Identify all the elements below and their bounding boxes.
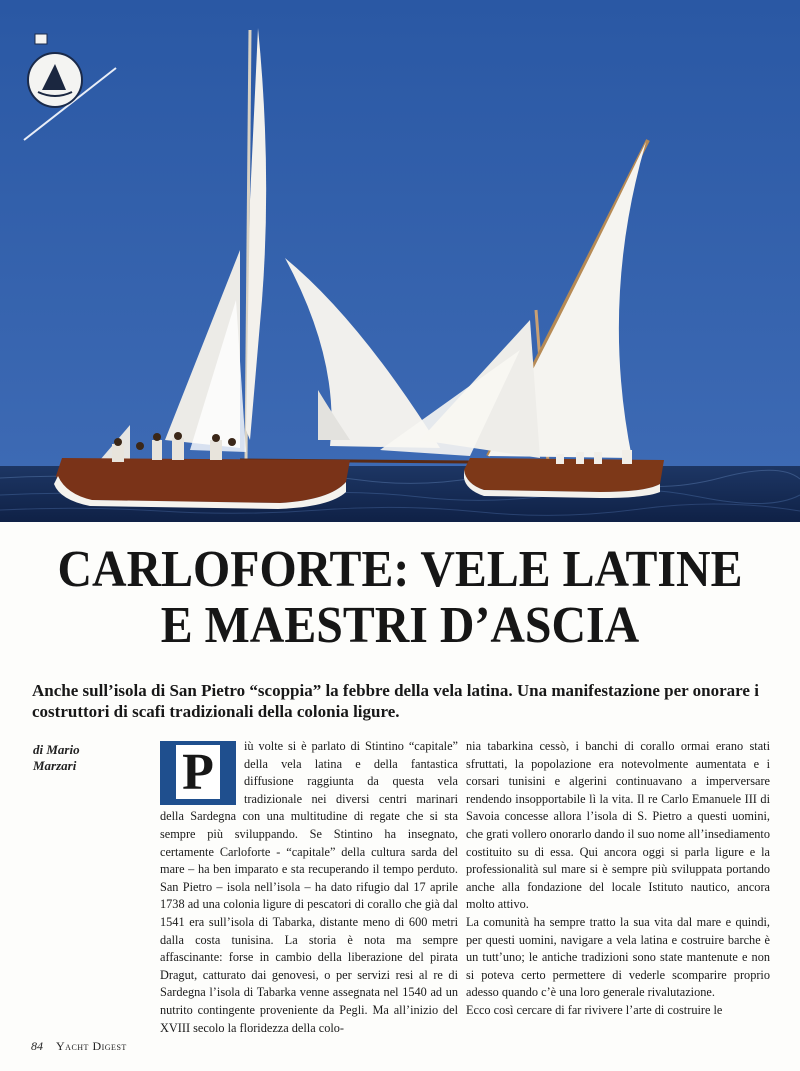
article-column-2	[466, 738, 770, 1020]
column-2-paragraph-3: Ecco così cercare di far rivivere l’arte di costruire le	[466, 1002, 723, 1017]
headline-line-1: CARLOFORTE: VELE LATINE	[57, 541, 743, 598]
column-1-text: iù volte si è parlato di Stintino “capitale” della vela latina e della fantastica diffusione raggiunta da questa vela tradizionale nei diversi centri marinari della Sardegna con una multitudine di regate che si sta sempre più sviluppando. Se Stintino ha insegnato, certamente Carloforte - “capitale” della cultura sarda del mare – ha ben imparato e sta recuperando il tempo perduto. San Pietro – isola nell’isola – ha dato rifugio dal 17 aprile 1738 ad una colonia ligure di pescatori di corallo che già dal 1541 era sull’isola di Tabarka, distante meno di 600 metri dalla costa tunisina. La storia è nota ma sempre affascinante: forse in cambio della liberazione del pirata Dragut, catturato dai genovesi, o per servizi resi al re di Sardegna l’isola di Tabarka venne assegnata nel 1540 ad un nutrito contingente proveniente da Pegli. Ma all’inizio del XVIII secolo la floridezza della colo-	[160, 739, 458, 1035]
article-headline	[32, 542, 768, 654]
cover-photo	[0, 0, 800, 522]
author-byline	[33, 742, 113, 774]
magazine-name: Yacht Digest	[56, 1039, 127, 1053]
byline-line-1: di Mario	[33, 742, 80, 757]
page-number: 84	[31, 1039, 43, 1053]
page-footer	[31, 1039, 127, 1054]
byline-line-2: Marzari	[33, 758, 77, 773]
article-column-1	[160, 738, 458, 1037]
article-subtitle: Anche sull’isola di San Pietro “scoppia” la febbre della vela latina. Una manifestazione per onorare i costruttori di scafi tradizionali della colonia ligure.	[32, 681, 759, 721]
column-2-paragraph-1: nia tabarkina cessò, i banchi di corallo ormai erano stati sfruttati, la popolazione era notevolmente aumentata e i corsari tunisini e algerini continuavano a imperversare rendendo insopportabile lì la vita. Il re Carlo Emanuele III di Savoia concesse allora l’isola di S. Pietro a questi uomini, che grati vollero onorarlo dando il suo nome all’insediamento costituito su di essa. Qui ancora oggi si parla ligure e la professionalità sul mare si è sempre più sviluppata portando anche alla fondazione del locale Istituto nautico, ancora molto attivo.	[466, 739, 770, 912]
drop-cap-letter: P	[176, 745, 220, 799]
sailing-boats-illustration	[0, 0, 800, 522]
column-2-paragraph-2: La comunità ha sempre tratto la sua vita dal mare e quindi, per questi uomini, navigare a vela latina e costruire barche è un tutt’uno; le antiche tradizioni sono state mantenute e non si poteva certo permettere di vederle scomparire proprio adesso quando c’è una loro generale rivalutazione.	[466, 914, 770, 1000]
drop-cap	[160, 741, 236, 805]
headline-line-2: E MAESTRI D’ASCIA	[160, 597, 640, 654]
